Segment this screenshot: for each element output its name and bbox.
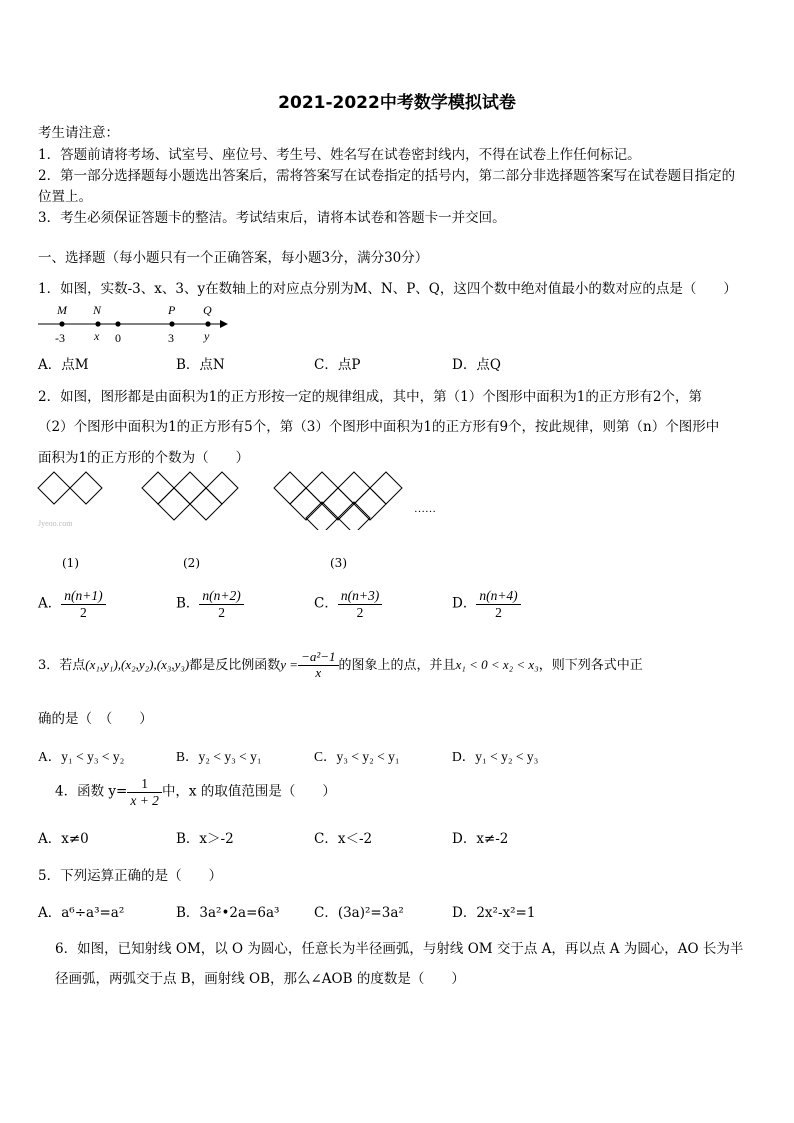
notice-heading: 考生请注意：	[38, 125, 119, 141]
figure-label: (3)	[330, 556, 347, 570]
square-pattern-figure	[36, 470, 456, 530]
notice-item: 2．第一部分选择题每小题选出答案后，需将答案写在试卷指定的括号内，第二部分非选择题答案写在试卷题目指定的	[38, 168, 736, 184]
notice-item: 3．考生必须保证答题卡的整洁。考试结束后，请将本试卷和答题卡一并交回。	[38, 210, 506, 226]
stem-text: 中，x 的取值范围是（ ）	[161, 783, 336, 800]
question-2-stem: 面积为1的正方形的个数为（ ）	[38, 450, 250, 466]
fraction-numerator: 1	[127, 776, 162, 793]
option-c	[314, 588, 382, 620]
stem-text: 4．函数 y=	[55, 783, 128, 800]
point-label: N	[93, 303, 102, 317]
tick-label: x	[94, 329, 100, 343]
tick-label: -3	[55, 331, 65, 345]
option-b: B．y₂ < y₃ < y₁	[176, 749, 262, 764]
point-label: M	[57, 303, 67, 317]
fraction-numerator: −a²−1	[298, 650, 338, 666]
fraction-denominator: 2	[495, 604, 502, 620]
fraction-denominator: x	[315, 664, 322, 680]
notice-item: 1．答题前请将考场、试室号、座位号、考生号、姓名写在试卷密封线内，不得在试卷上作任何标记。	[38, 147, 641, 163]
option-b: B．点N	[176, 357, 225, 373]
math-condition: x₁ < 0 < x₂ < x₃	[455, 656, 539, 672]
question-3-stem	[38, 650, 643, 681]
option-label: A．	[38, 595, 62, 612]
fraction-numerator: n(n+1)	[61, 588, 105, 605]
fraction-numerator: n(n+2)	[199, 588, 243, 605]
question-2-stem: 2．如图，图形都是由面积为1的正方形按一定的规律组成，其中，第（1）个图形中面积为1的正方形有2个，第	[38, 389, 702, 405]
option-a: A．y₁ < y₃ < y₂	[38, 749, 125, 764]
fraction-numerator: n(n+3)	[338, 588, 382, 605]
option-label: C．	[314, 595, 338, 612]
option-a: A．点M	[38, 357, 89, 373]
fraction-denominator: 2	[356, 604, 364, 620]
question-2-stem: （2）个图形中面积为1的正方形有5个，第（3）个图形中面积为1的正方形有9个，按此规律，则第（n）个图形中	[38, 419, 720, 435]
stem-text: ，则下列各式中正	[538, 657, 643, 673]
question-6-stem: 径画弧，两弧交于点 B，画射线 OB，那么∠AOB 的度数是（ ）	[55, 971, 465, 987]
question-1-stem: 1．如图，实数-3、x、3、y在数轴上的对应点分别为M、N、P、Q，这四个数中绝对值最小的数对应的点是（ ）	[38, 281, 737, 297]
option-c: C．点P	[314, 357, 361, 373]
tick-label: 0	[115, 331, 121, 345]
point-label: Q	[203, 303, 212, 317]
option-a: A．a⁶÷a³=a²	[38, 905, 125, 921]
option-c: C．y₃ < y₂ < y₁	[314, 749, 400, 764]
stem-text: 的图象上的点，并且	[338, 657, 456, 673]
fraction-denominator: 2	[218, 604, 225, 620]
option-label: D．	[452, 595, 477, 612]
math-lhs: y =	[280, 656, 299, 672]
tick-label: 3	[168, 331, 174, 345]
option-a	[38, 588, 106, 620]
stem-text: 3．若点	[38, 657, 86, 673]
option-d	[452, 588, 521, 620]
option-c: C．x＜-2	[314, 831, 373, 847]
option-d: D．2x²-x²=1	[452, 905, 536, 921]
figure-label: (1)	[62, 556, 79, 570]
option-c: C．(3a)²=3a²	[314, 905, 404, 921]
watermark: Jyeoo.com	[38, 519, 73, 528]
tick-label: y	[204, 329, 210, 343]
question-3-stem: 确的是（ （ ）	[38, 711, 153, 727]
question-5-stem: 5．下列运算正确的是（ ）	[38, 868, 223, 884]
number-line-figure	[36, 300, 236, 346]
page-title: 2021-2022中考数学模拟试卷	[278, 93, 516, 113]
question-6-stem: 6．如图，已知射线 OM，以 O 为圆心，任意长为半径画弧，与射线 OM 交于点 A，再以点 A 为圆心，AO 长为半	[55, 941, 744, 957]
option-d: D．x≠-2	[452, 831, 509, 847]
question-4-stem	[55, 776, 336, 808]
option-a: A．x≠0	[38, 831, 89, 847]
option-d: D．点Q	[452, 357, 501, 373]
stem-text: 都是反比例函数	[189, 657, 281, 673]
option-b: B．3a²•2a=6a³	[176, 905, 280, 921]
fraction-denominator: x + 2	[130, 792, 159, 808]
option-b: B．x＞-2	[176, 831, 234, 847]
ellipsis: ……	[414, 503, 436, 515]
fraction-denominator: 2	[80, 604, 87, 620]
fraction-numerator: n(n+4)	[476, 588, 520, 605]
point-label: P	[168, 303, 176, 317]
option-d: D．y₁ < y₂ < y₃	[452, 749, 539, 764]
option-label: B．	[176, 595, 200, 612]
option-b	[176, 588, 244, 620]
section-heading: 一、选择题（每小题只有一个正确答案，每小题3分，满分30分）	[38, 250, 429, 266]
notice-item: 位置上。	[38, 189, 92, 205]
figure-label: (2)	[183, 556, 200, 570]
math-points: (x₁,y₁),(x₂,y₂),(x₃,y₃)	[85, 656, 190, 672]
